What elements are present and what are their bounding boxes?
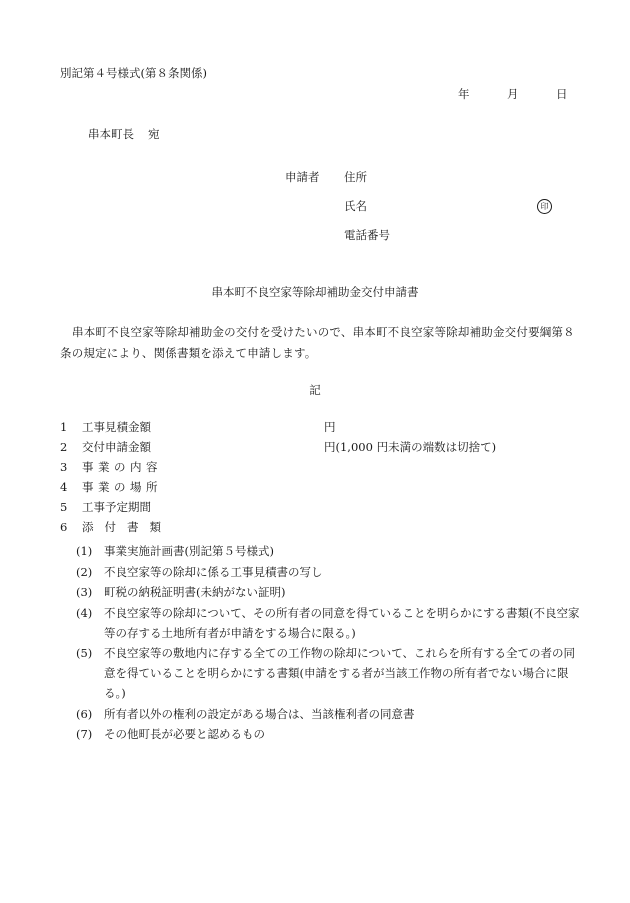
address-label: 住所	[344, 170, 367, 184]
seal-icon: 印	[537, 199, 552, 214]
ki-heading: 記	[309, 383, 321, 397]
item-number: 2	[60, 440, 68, 454]
attachment-item	[76, 643, 586, 703]
attachment-number: (6)	[76, 706, 93, 721]
document-body: 串本町不良空家等除却補助金の交付を受けたいので、串本町不良空家等除却補助金交付要綱第８条の規定により、関係書類を添えて申請します。	[60, 325, 575, 360]
date-day-label: 日	[556, 87, 568, 101]
item-label: 工事見積金額	[82, 420, 151, 434]
list-item	[60, 521, 580, 541]
attachment-number: (2)	[76, 564, 93, 579]
item-value: 円	[324, 420, 336, 434]
list-item	[60, 441, 580, 461]
attachment-text: 所有者以外の権利の設定がある場合は、当該権利者の同意書	[104, 706, 415, 721]
item-number: 3	[60, 460, 68, 474]
attachment-item	[76, 603, 586, 643]
list-item	[60, 461, 580, 481]
name-label: 氏名	[344, 199, 367, 213]
addressee-suffix: 宛	[148, 127, 160, 141]
date-month-label: 月	[507, 87, 519, 101]
attachment-text: その他町長が必要と認めるもの	[104, 727, 265, 741]
item-number: 5	[60, 500, 68, 514]
item-label: 事業の場所	[82, 480, 162, 494]
attachment-item	[76, 704, 586, 724]
item-value: 円(1,000 円未満の端数は切捨て)	[324, 440, 497, 454]
attachment-item	[76, 724, 586, 744]
attachment-item	[76, 562, 586, 582]
date-year-label: 年	[458, 87, 470, 101]
list-item	[60, 421, 580, 441]
attachment-text: 事業実施計画書(別記第５号様式)	[104, 544, 274, 558]
document-title: 串本町不良空家等除却補助金交付申請書	[211, 285, 419, 299]
attachment-number: (4)	[76, 605, 93, 620]
applicant-label: 申請者	[285, 170, 320, 184]
item-label: 交付申請金額	[82, 440, 151, 454]
attachment-item	[76, 541, 586, 561]
phone-label: 電話番号	[344, 228, 390, 242]
item-label: 工事予定期間	[82, 500, 151, 514]
attachment-text: 不良空家等の除却に係る工事見積書の写し	[104, 564, 323, 579]
list-item	[60, 481, 580, 501]
attachment-text: 不良空家等の除却について、その所有者の同意を得ていることを明らかにする書類(不良空家等の存する土地所有者が申請をする場合に限る。)	[104, 605, 580, 640]
attachment-text: 不良空家等の敷地内に存する全ての工作物の除却について、これらを所有する全ての者の同意を得ていることを明らかにする書類(申請をする者が当該工作物の所有者でない場合に限る。)	[104, 646, 576, 700]
attachment-number: (7)	[76, 727, 93, 741]
addressee	[88, 128, 160, 142]
item-number: 1	[60, 420, 68, 434]
attachment-number: (3)	[76, 585, 93, 599]
attachment-text: 町税の納税証明書(未納がない証明)	[104, 585, 286, 599]
addressee-title: 串本町長	[88, 127, 134, 141]
item-number: 4	[60, 480, 68, 494]
list-item	[60, 501, 580, 521]
item-label: 添付書類	[82, 520, 172, 534]
form-number: 別記第４号様式(第８条関係)	[60, 66, 207, 80]
attachments-list	[76, 541, 586, 745]
items-list	[60, 421, 580, 541]
item-number: 6	[60, 520, 68, 534]
item-label: 事業の内容	[82, 460, 162, 474]
date-row	[452, 88, 572, 104]
attachment-number: (5)	[76, 646, 93, 660]
attachment-item	[76, 582, 586, 602]
attachment-number: (1)	[76, 544, 93, 558]
